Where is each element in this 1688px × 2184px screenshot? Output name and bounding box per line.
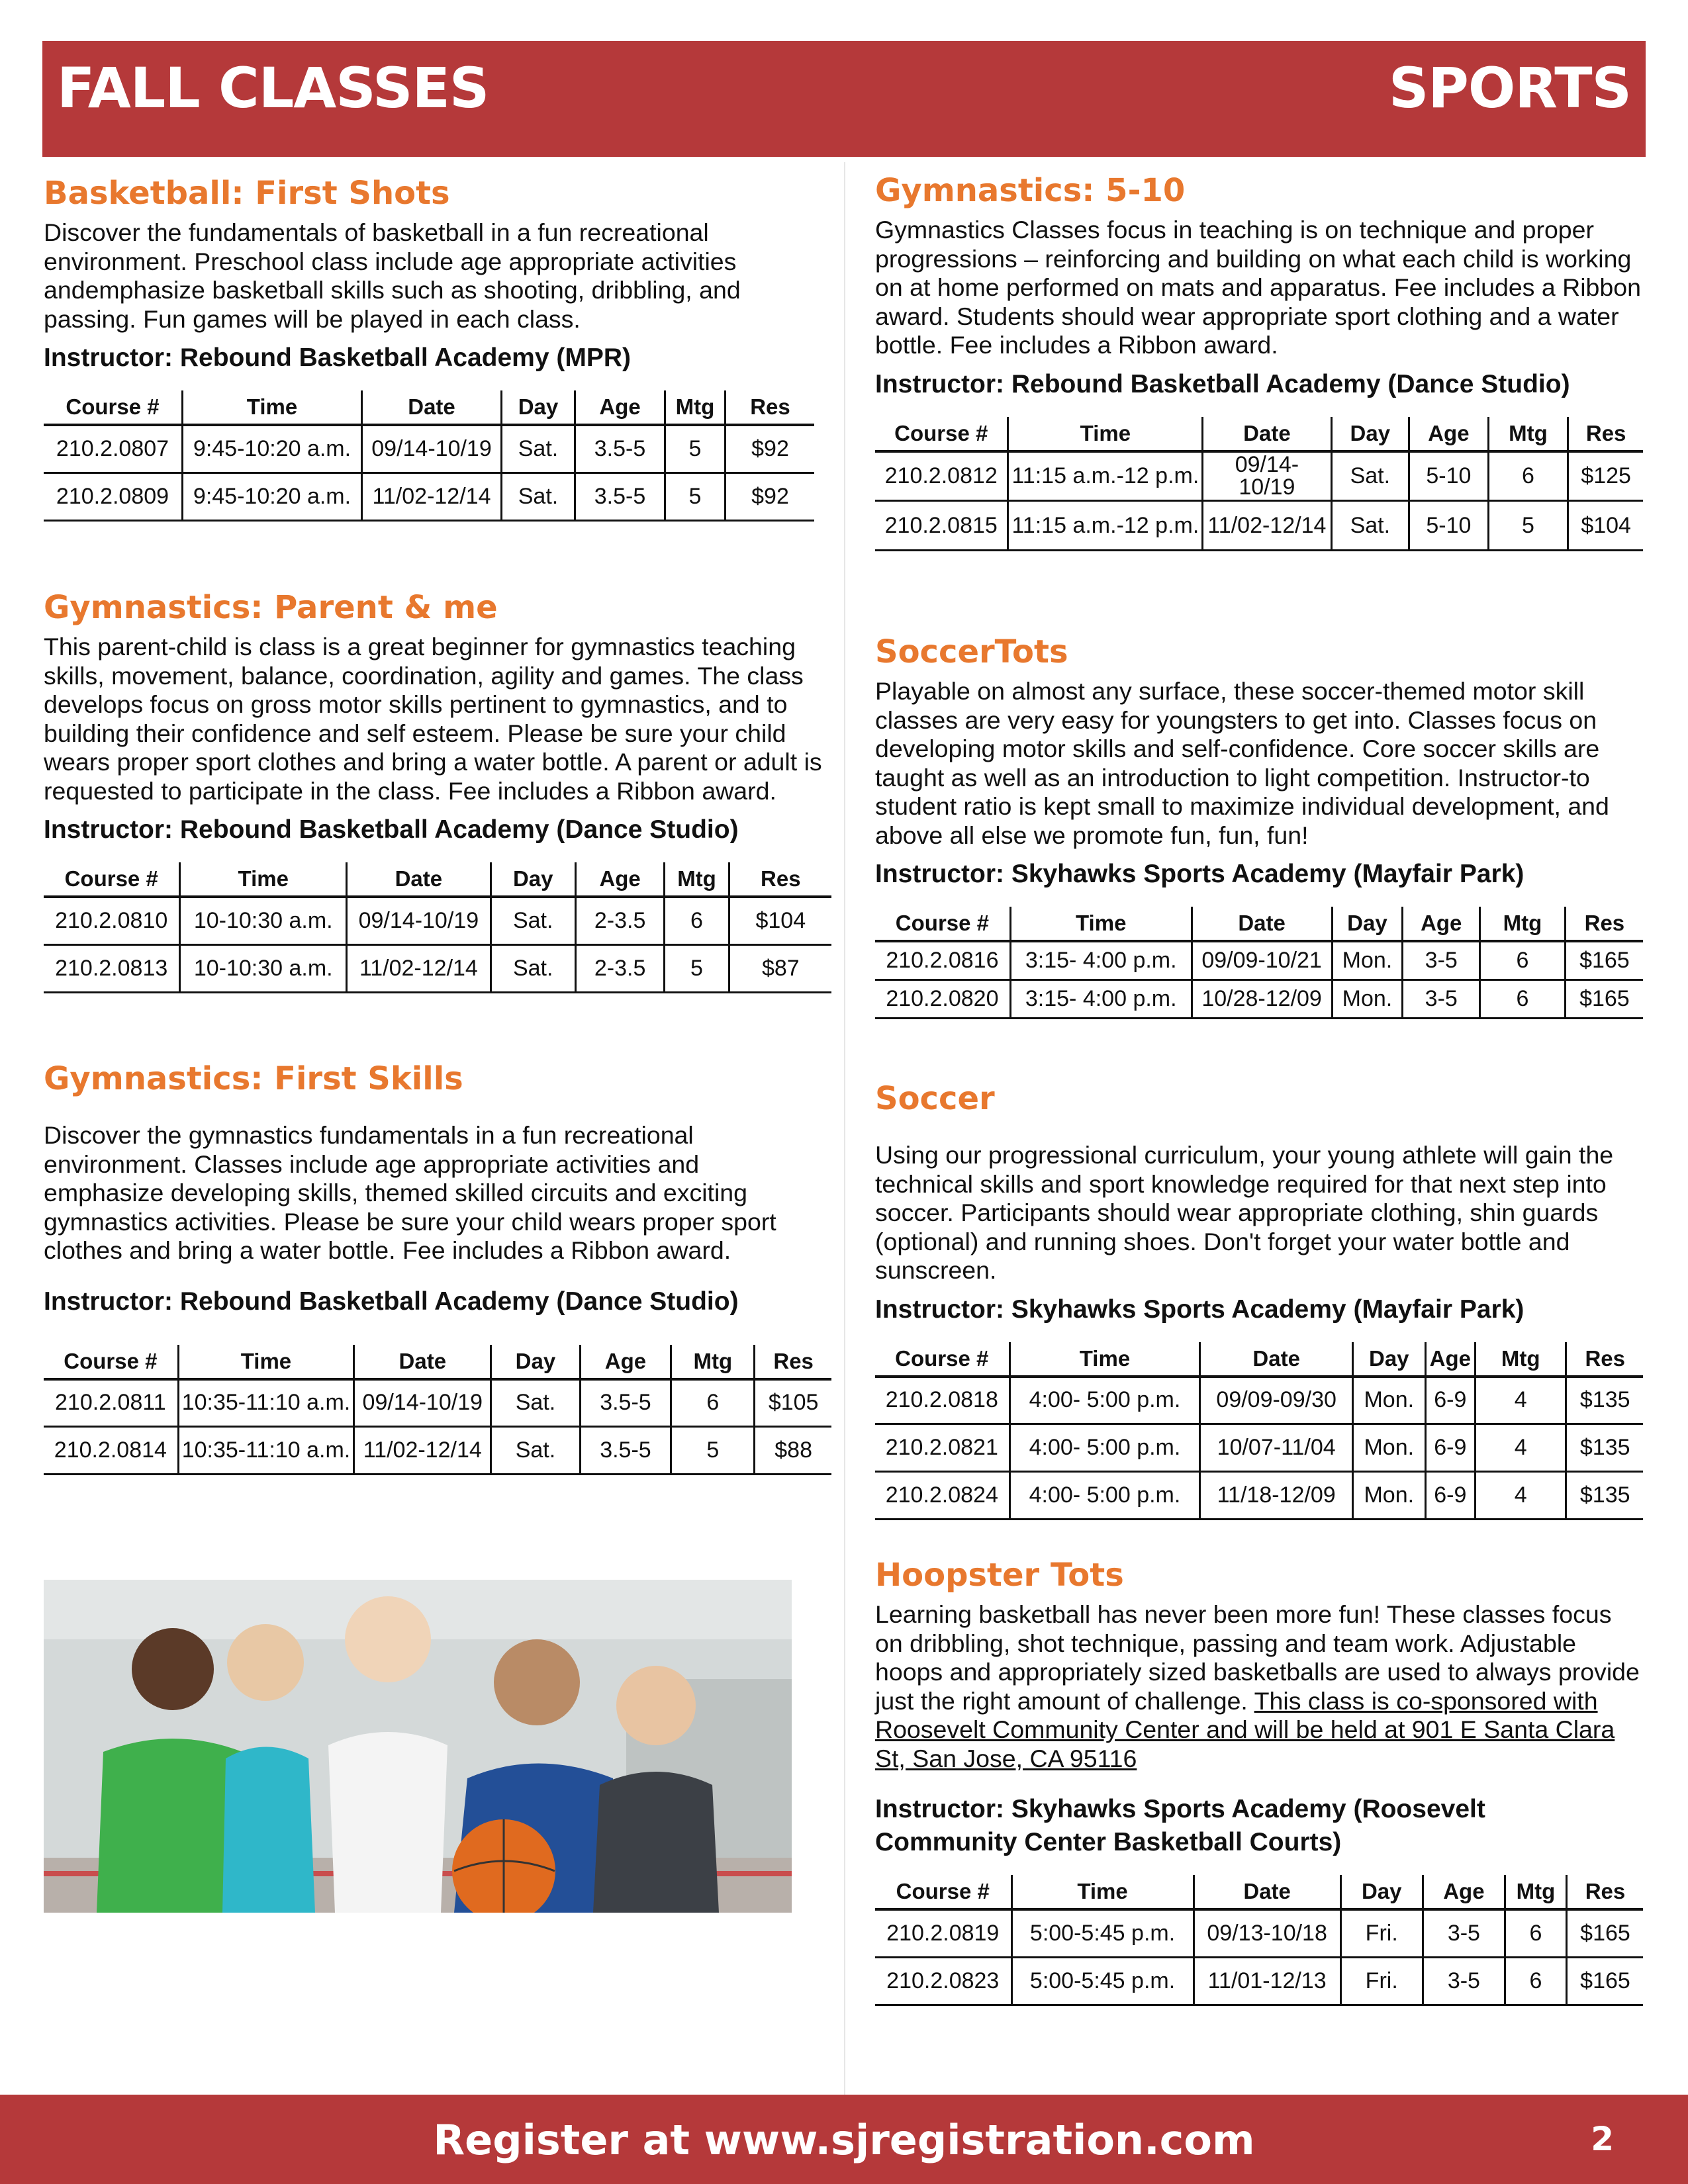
column-header-day: Day	[491, 1345, 580, 1379]
section-instructor: Instructor: Skyhawks Sports Academy (Roosevelt Community Center Basketball Courts)	[875, 1795, 1485, 1856]
schedule-table	[875, 1875, 1643, 2006]
column-header-date: Date	[1194, 1875, 1340, 1909]
section-title: Gymnastics: Parent & me	[44, 589, 498, 626]
column-header-date: Date	[362, 390, 502, 425]
cell-mtg: 5	[671, 1427, 755, 1475]
table-row	[875, 1424, 1643, 1472]
cell-course: 210.2.0809	[44, 473, 183, 520]
section-title: Hoopster Tots	[875, 1557, 1124, 1594]
cell-res: $135	[1566, 1424, 1643, 1472]
section-soccer	[875, 1079, 1643, 1520]
column-header-course: Course #	[875, 1875, 1011, 1909]
column-header-age: Age	[1409, 417, 1489, 451]
cell-time: 4:00- 5:00 p.m.	[1009, 1424, 1200, 1472]
schedule-table	[44, 1345, 831, 1476]
schedule-table	[875, 417, 1643, 552]
table-row	[875, 941, 1643, 979]
cell-time: 11:15 a.m.-12 p.m.	[1008, 501, 1203, 551]
section-instructor: Instructor: Skyhawks Sports Academy (Mayfair Park)	[875, 1295, 1524, 1324]
cell-course: 210.2.0821	[875, 1424, 1009, 1472]
cell-mtg: 4	[1476, 1472, 1566, 1520]
cell-course: 210.2.0815	[875, 501, 1008, 551]
section-description: Discover the gymnastics fundamentals in a fun recreational environment. Classes include age appropriate activities and emphasize developing skills, themed skilled circuits and exciting gymnastics activities. Please be sure your child wears proper sport clothes and bring a water bottle. Fee includes a Ribbon award.	[44, 1121, 776, 1264]
cell-date: 11/01-12/13	[1194, 1957, 1340, 2005]
cell-course: 210.2.0807	[44, 425, 183, 473]
table-row	[875, 1909, 1643, 1957]
column-header-time: Time	[178, 1345, 354, 1379]
table-header-row	[875, 417, 1643, 451]
cell-res: $165	[1566, 1957, 1643, 2005]
cell-course: 210.2.0819	[875, 1909, 1011, 1957]
cell-course: 210.2.0824	[875, 1472, 1009, 1520]
section-description	[875, 1600, 1643, 1773]
cell-date: 11/02-12/14	[347, 944, 491, 992]
column-header-day: Day	[491, 862, 575, 897]
schedule-table	[875, 907, 1643, 1019]
table-row	[44, 1379, 831, 1427]
column-header-age: Age	[1425, 1342, 1475, 1377]
cell-age: 6-9	[1425, 1472, 1475, 1520]
schedule-table	[44, 862, 831, 993]
table-row	[44, 1427, 831, 1475]
cell-res: $104	[729, 897, 831, 944]
column-header-course: Course #	[44, 390, 183, 425]
cell-day: Mon.	[1332, 941, 1403, 979]
column-header-res: Res	[1566, 1342, 1643, 1377]
cell-course: 210.2.0813	[44, 944, 180, 992]
column-header-age: Age	[1423, 1875, 1505, 1909]
hoopster-description: Learning basketball has never been more fun! These classes focus on dribbling, shot technique, passing and team work. Adjustable hoops and appropriately sized basketballs are used to always provide just the right amount of challenge.	[875, 1600, 1640, 1715]
section-soccertots	[875, 632, 1643, 1019]
cell-course: 210.2.0814	[44, 1427, 178, 1475]
column-header-mtg: Mtg	[671, 1345, 755, 1379]
cell-res: $165	[1565, 979, 1643, 1018]
cell-day: Mon.	[1352, 1424, 1425, 1472]
column-header-course: Course #	[44, 862, 180, 897]
cell-mtg: 4	[1476, 1424, 1566, 1472]
table-row	[875, 1472, 1643, 1520]
column-header-res: Res	[726, 390, 815, 425]
column-header-res: Res	[1568, 417, 1643, 451]
cell-date: 09/14-10/19	[347, 897, 491, 944]
column-header-time: Time	[1010, 907, 1192, 941]
cell-time: 9:45-10:20 a.m.	[183, 425, 362, 473]
cell-course: 210.2.0811	[44, 1379, 178, 1427]
section-description: This parent-child is class is a great beginner for gymnastics teaching skills, movement, balance, coordination, agility and games. The class develops focus on gross motor skills pertinent to gymnastics, and to building their confidence and self esteem. Please be sure your child wears proper sport clothes and bring a water bottle. A parent or adult is requested to participate in the class. Fee includes a Ribbon award.	[44, 633, 822, 805]
cell-date: 11/18-12/09	[1200, 1472, 1353, 1520]
cell-time: 10:35-11:10 a.m.	[178, 1379, 354, 1427]
cell-day: Sat.	[1331, 501, 1409, 551]
cell-day: Sat.	[502, 425, 575, 473]
column-header-course: Course #	[875, 907, 1010, 941]
cell-res: $92	[726, 473, 815, 520]
cell-res: $87	[729, 944, 831, 992]
cell-day: Sat.	[491, 1427, 580, 1475]
cell-date: 09/14-10/19	[354, 1379, 491, 1427]
column-header-res: Res	[1565, 907, 1643, 941]
section-basketball-first-shots	[44, 173, 818, 522]
cell-res: $104	[1568, 501, 1643, 551]
cell-res: $165	[1566, 1909, 1643, 1957]
table-row	[875, 501, 1643, 551]
section-gymnastics-5-10	[875, 171, 1643, 551]
table-header-row	[44, 390, 814, 425]
column-header-age: Age	[1403, 907, 1480, 941]
column-header-age: Age	[575, 390, 665, 425]
cell-day: Mon.	[1352, 1472, 1425, 1520]
page-number: 2	[1591, 2120, 1614, 2158]
section-instructor: Instructor: Rebound Basketball Academy (MPR)	[44, 343, 632, 372]
section-gymnastics-first-skills	[44, 1059, 831, 1475]
cell-mtg: 5	[665, 473, 726, 520]
column-header-mtg: Mtg	[1480, 907, 1566, 941]
section-title: SoccerTots	[875, 633, 1068, 670]
table-header-row	[875, 1875, 1643, 1909]
cell-res: $105	[755, 1379, 831, 1427]
cell-course: 210.2.0816	[875, 941, 1010, 979]
cell-date: 11/02-12/14	[354, 1427, 491, 1475]
section-description: Discover the fundamentals of basketball in a fun recreational environment. Preschool class include age appropriate activities andemphasize basketball skills such as shooting, dribbling, and passing. Fun games will be played in each class.	[44, 218, 741, 333]
cell-course: 210.2.0812	[875, 451, 1008, 501]
cell-course: 210.2.0820	[875, 979, 1010, 1018]
section-instructor: Instructor: Skyhawks Sports Academy (Mayfair Park)	[875, 860, 1524, 888]
cell-res: $125	[1568, 451, 1643, 501]
cell-mtg: 6	[1488, 451, 1568, 501]
cell-mtg: 6	[1480, 941, 1566, 979]
column-header-date: Date	[1192, 907, 1332, 941]
section-title: Gymnastics: 5-10	[875, 172, 1186, 209]
table-header-row	[44, 862, 831, 897]
column-header-mtg: Mtg	[1476, 1342, 1566, 1377]
column-header-date: Date	[347, 862, 491, 897]
cell-date: 09/09-10/21	[1192, 941, 1332, 979]
cell-age: 3-5	[1423, 1957, 1505, 2005]
cell-age: 5-10	[1409, 451, 1489, 501]
cell-age: 2-3.5	[575, 944, 665, 992]
cell-age: 3-5	[1403, 941, 1480, 979]
column-header-day: Day	[1340, 1875, 1423, 1909]
column-header-time: Time	[1008, 417, 1203, 451]
column-header-mtg: Mtg	[1488, 417, 1568, 451]
cell-time: 11:15 a.m.-12 p.m.	[1008, 451, 1203, 501]
cell-day: Sat.	[1331, 451, 1409, 501]
column-header-date: Date	[354, 1345, 491, 1379]
table-row	[44, 897, 831, 944]
column-header-day: Day	[502, 390, 575, 425]
cell-time: 10-10:30 a.m.	[180, 944, 347, 992]
cell-course: 210.2.0810	[44, 897, 180, 944]
cell-mtg: 6	[671, 1379, 755, 1427]
cell-age: 6-9	[1425, 1377, 1475, 1424]
section-gymnastics-parent-me	[44, 588, 831, 993]
cell-time: 5:00-5:45 p.m.	[1011, 1909, 1194, 1957]
section-description: Using our progressional curriculum, your young athlete will gain the technical skills and sport knowledge required for that next step into soccer. Participants should wear appropriate clothing, shin guards (optional) and running shoes. Don't forget your water bottle and sunscreen.	[875, 1141, 1614, 1284]
cell-day: Sat.	[491, 1379, 580, 1427]
cell-age: 6-9	[1425, 1424, 1475, 1472]
cell-age: 3.5-5	[580, 1427, 671, 1475]
cell-res: $165	[1565, 941, 1643, 979]
header-title-fall-classes: FALL CLASSES	[57, 56, 489, 120]
cell-res: $92	[726, 425, 815, 473]
column-header-age: Age	[575, 862, 665, 897]
section-hoopster-tots	[875, 1555, 1643, 2006]
table-header-row	[875, 907, 1643, 941]
cell-day: Fri.	[1340, 1909, 1423, 1957]
table-row	[44, 425, 814, 473]
table-row	[875, 979, 1643, 1018]
cell-mtg: 6	[665, 897, 729, 944]
register-link-text[interactable]: Register at www.sjregistration.com	[433, 2116, 1255, 2164]
column-header-course: Course #	[875, 1342, 1009, 1377]
table-row	[875, 1957, 1643, 2005]
cell-day: Fri.	[1340, 1957, 1423, 2005]
column-header-course: Course #	[875, 417, 1008, 451]
column-header-res: Res	[755, 1345, 831, 1379]
cell-res: $135	[1566, 1377, 1643, 1424]
cell-date: 11/02-12/14	[362, 473, 502, 520]
cell-time: 10-10:30 a.m.	[180, 897, 347, 944]
schedule-table	[875, 1342, 1643, 1521]
cell-course: 210.2.0818	[875, 1377, 1009, 1424]
section-title: Basketball: First Shots	[44, 175, 450, 212]
cell-mtg: 5	[665, 425, 726, 473]
cell-time: 3:15- 4:00 p.m.	[1010, 979, 1192, 1018]
header-title-sports: SPORTS	[1388, 56, 1631, 120]
cell-age: 3-5	[1423, 1909, 1505, 1957]
table-row	[875, 451, 1643, 501]
section-description: Gymnastics Classes focus in teaching is on technique and proper progressions – reinforcing and building on what each child is working on at home performed on mats and apparatus. Fee includes a Ribbon award. Students should wear appropriate sport clothing and a water bottle. Fee includes a Ribbon award.	[875, 216, 1641, 359]
cell-mtg: 5	[665, 944, 729, 992]
cosponsor-note: This class is co-sponsored with Roosevelt Community Center and will be held at 901 E Santa Clara St, San Jose, CA 95116	[875, 1686, 1615, 1772]
column-header-day: Day	[1332, 907, 1403, 941]
cell-date: 09/09-09/30	[1200, 1377, 1353, 1424]
page-footer	[0, 2095, 1688, 2184]
cell-date: 09/13-10/18	[1194, 1909, 1340, 1957]
cell-day: Mon.	[1352, 1377, 1425, 1424]
cell-mtg: 6	[1480, 979, 1566, 1018]
cell-day: Mon.	[1332, 979, 1403, 1018]
cell-res: $88	[755, 1427, 831, 1475]
schedule-table	[44, 390, 814, 522]
section-title: Soccer	[875, 1080, 995, 1117]
section-title: Gymnastics: First Skills	[44, 1060, 463, 1097]
cell-res: $135	[1566, 1472, 1643, 1520]
cell-mtg: 5	[1488, 501, 1568, 551]
table-header-row	[875, 1342, 1643, 1377]
column-header-res: Res	[1566, 1875, 1643, 1909]
cell-time: 10:35-11:10 a.m.	[178, 1427, 354, 1475]
cell-day: Sat.	[491, 897, 575, 944]
cell-time: 5:00-5:45 p.m.	[1011, 1957, 1194, 2005]
column-header-mtg: Mtg	[665, 862, 729, 897]
cell-mtg: 4	[1476, 1377, 1566, 1424]
cell-mtg: 6	[1505, 1957, 1567, 2005]
table-row	[875, 1377, 1643, 1424]
table-row	[44, 473, 814, 520]
cell-age: 2-3.5	[575, 897, 665, 944]
table-row	[44, 944, 831, 992]
cell-age: 5-10	[1409, 501, 1489, 551]
cell-day: Sat.	[502, 473, 575, 520]
cell-age: 3.5-5	[580, 1379, 671, 1427]
section-instructor: Instructor: Rebound Basketball Academy (Dance Studio)	[44, 1287, 739, 1316]
page-header	[42, 41, 1646, 157]
cell-time: 4:00- 5:00 p.m.	[1009, 1472, 1200, 1520]
cell-date: 10/07-11/04	[1200, 1424, 1353, 1472]
section-instructor: Instructor: Rebound Basketball Academy (Dance Studio)	[875, 369, 1570, 398]
column-header-date: Date	[1203, 417, 1331, 451]
column-header-res: Res	[729, 862, 831, 897]
cell-course: 210.2.0823	[875, 1957, 1011, 2005]
cell-date: 10/28-12/09	[1192, 979, 1332, 1018]
cell-date: 11/02-12/14	[1203, 501, 1331, 551]
cell-date: 09/14-10/19	[362, 425, 502, 473]
cell-time: 9:45-10:20 a.m.	[183, 473, 362, 520]
column-header-course: Course #	[44, 1345, 178, 1379]
column-header-time: Time	[1009, 1342, 1200, 1377]
column-header-day: Day	[1331, 417, 1409, 451]
column-header-time: Time	[183, 390, 362, 425]
column-header-time: Time	[180, 862, 347, 897]
table-header-row	[44, 1345, 831, 1379]
cell-age: 3-5	[1403, 979, 1480, 1018]
column-header-mtg: Mtg	[1505, 1875, 1567, 1909]
section-description: Playable on almost any surface, these soccer-themed motor skill classes are very easy for youngsters to get into. Classes focus on developing motor skills and self-confidence. Core soccer skills are taught as well as an introduction to light competition. Instructor-to student ratio is kept small to maximize individual development, and above all else we promote fun, fun, fun!	[875, 677, 1609, 849]
column-header-date: Date	[1200, 1342, 1353, 1377]
section-instructor: Instructor: Rebound Basketball Academy (Dance Studio)	[44, 815, 739, 844]
column-header-day: Day	[1352, 1342, 1425, 1377]
cell-time: 4:00- 5:00 p.m.	[1009, 1377, 1200, 1424]
cell-day: Sat.	[491, 944, 575, 992]
column-header-age: Age	[580, 1345, 671, 1379]
cell-age: 3.5-5	[575, 473, 665, 520]
column-divider	[844, 162, 845, 2095]
cell-age: 3.5-5	[575, 425, 665, 473]
cell-date: 09/14- 10/19	[1203, 451, 1331, 501]
kids-group-photo	[44, 1580, 792, 1913]
cell-mtg: 6	[1505, 1909, 1567, 1957]
cell-time: 3:15- 4:00 p.m.	[1010, 941, 1192, 979]
column-header-time: Time	[1011, 1875, 1194, 1909]
column-header-mtg: Mtg	[665, 390, 726, 425]
